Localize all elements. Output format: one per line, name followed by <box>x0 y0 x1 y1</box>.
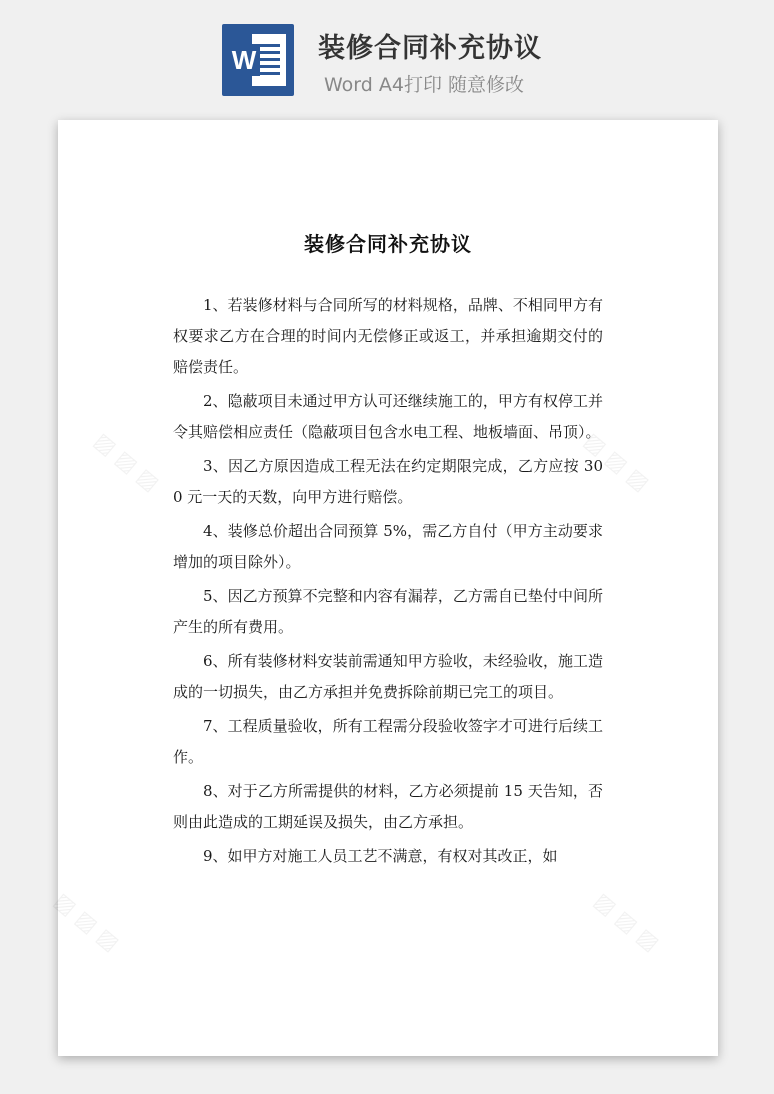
clause-6: 6、所有装修材料安装前需通知甲方验收，未经验收，施工造成的一切损失，由乙方承担并免费拆除前期已完工的项目。 <box>173 652 603 701</box>
watermark: ▨ ▨ ▨ <box>88 428 164 497</box>
clause-2: 2、隐蔽项目未通过甲方认可还继续施工的，甲方有权停工并令其赔偿相应责任（隐蔽项目包含水电工程、地板墙面、吊顶）。 <box>173 392 603 441</box>
watermark: ▨ ▨ ▨ <box>578 428 654 497</box>
watermark: ▨ ▨ ▨ <box>588 888 664 957</box>
clause-5: 5、因乙方预算不完整和内容有漏荐，乙方需自已垫付中间所产生的所有费用。 <box>173 587 603 636</box>
header-banner <box>0 0 774 118</box>
clause-1: 1、若装修材料与合同所写的材料规格，品牌、不相同甲方有权要求乙方在合理的时间内无偿修正或返工，并承担逾期交付的赔偿责任。 <box>173 296 603 376</box>
clause-7: 7、工程质量验收，所有工程需分段验收签字才可进行后续工作。 <box>173 717 603 766</box>
header-subtitle: Word A4打印 随意修改 <box>324 74 525 96</box>
clause-9: 9、如甲方对施工人员工艺不满意，有权对其改正，如 <box>203 847 558 865</box>
clause-8: 8、对于乙方所需提供的材料，乙方必须提前 15 天告知，否则由此造成的工期延误及损失，由乙方承担。 <box>173 782 603 831</box>
document-page <box>48 120 718 1056</box>
clause-3: 3、因乙方原因造成工程无法在约定期限完成，乙方应按 300 元一天的天数，向甲方进行赔偿。 <box>173 457 603 506</box>
word-letter: W <box>228 44 260 76</box>
document-title: 装修合同补充协议 <box>304 232 472 256</box>
word-document-icon <box>222 24 294 96</box>
header-title: 装修合同补充协议 <box>318 33 542 64</box>
watermark: ▨ ▨ ▨ <box>48 888 124 957</box>
document-body <box>173 290 603 875</box>
clause-4: 4、装修总价超出合同预算 5%，需乙方自付（甲方主动要求增加的项目除外）。 <box>173 522 603 571</box>
